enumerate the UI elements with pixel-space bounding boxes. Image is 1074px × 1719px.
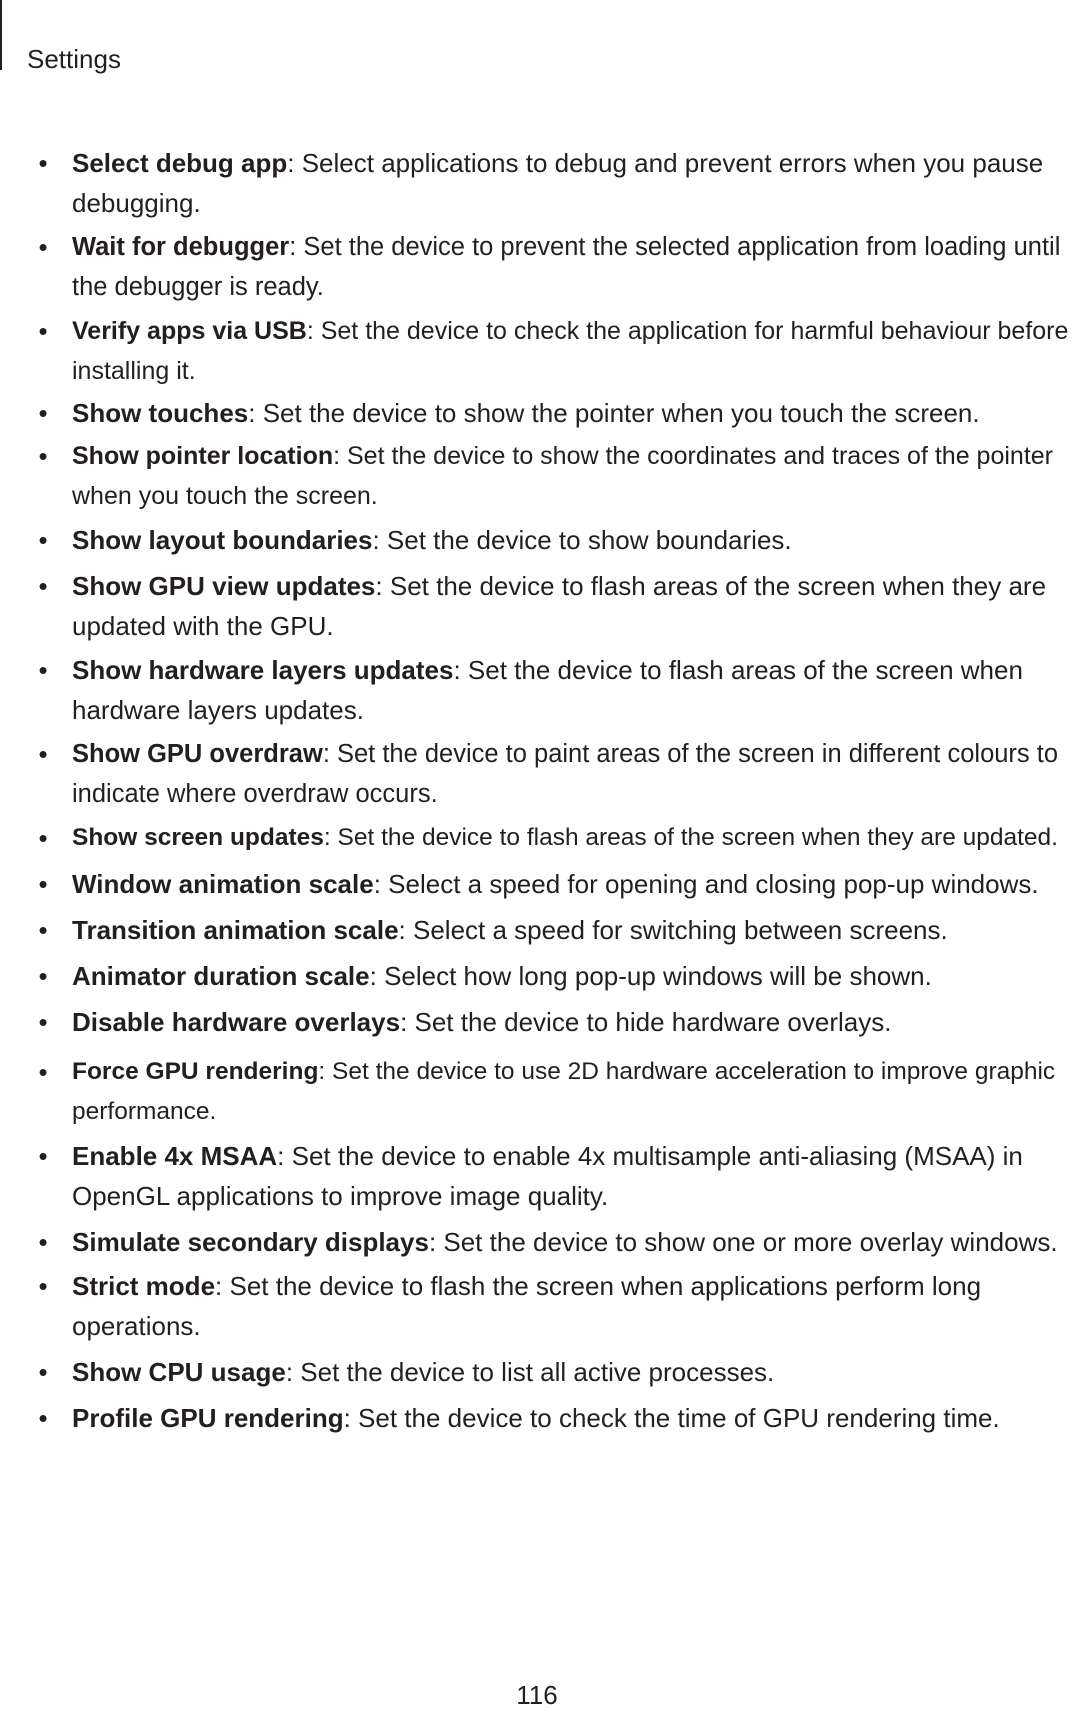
bullet-icon: •	[38, 1227, 48, 1257]
item-description: : Set the device to flash areas of the screen when they are updated.	[323, 824, 1058, 851]
item-description: : Set the device to show boundaries.	[372, 525, 792, 555]
corner-rule	[0, 0, 2, 70]
bullet-icon: •	[38, 1007, 48, 1037]
item-description-continued: performance.	[72, 1098, 217, 1125]
item-description-continued: the debugger is ready.	[72, 273, 324, 301]
item-text	[72, 1352, 1072, 1392]
item-term: Window animation scale	[72, 869, 374, 899]
item-term: Select debug app	[72, 148, 288, 178]
bullet-icon: •	[38, 1271, 48, 1301]
item-text	[72, 1052, 1072, 1132]
item-text	[72, 818, 1072, 858]
item-term: Wait for debugger	[72, 233, 290, 261]
bullet-icon: •	[38, 148, 48, 178]
item-description-continued: updated with the GPU.	[72, 611, 334, 641]
item-text	[72, 311, 1072, 391]
item-description-continued: installing it.	[72, 357, 196, 385]
bullet-icon: •	[38, 915, 48, 945]
item-term: Show pointer location	[72, 442, 334, 470]
item-description: : Set the device to show one or more overlay windows.	[428, 1227, 1058, 1257]
bullet-icon: •	[38, 869, 48, 899]
item-description-continued: when you touch the screen.	[72, 482, 378, 510]
item-description: : Set the device to flash the screen when applications perform long	[215, 1271, 982, 1301]
item-description-continued: indicate where overdraw occurs.	[72, 780, 438, 808]
item-text	[72, 393, 1072, 433]
item-text	[72, 1222, 1072, 1262]
item-description: : Set the device to hide hardware overlays.	[400, 1007, 892, 1037]
item-description: : Select a speed for opening and closing pop-up windows.	[373, 869, 1039, 899]
item-text	[72, 650, 1072, 730]
item-description-continued: hardware layers updates.	[72, 695, 364, 725]
item-description-continued: operations.	[72, 1311, 201, 1341]
bullet-icon: •	[38, 398, 48, 428]
item-description: : Set the device to show the coordinates and traces of the pointer	[333, 442, 1053, 470]
item-text	[72, 864, 1072, 904]
bullet-icon: •	[38, 1357, 48, 1387]
item-text	[72, 436, 1072, 516]
item-text	[72, 566, 1072, 646]
bullet-icon: •	[38, 316, 48, 346]
item-text	[72, 1266, 1072, 1346]
item-description: : Set the device to check the application for harmful behaviour before	[306, 317, 1069, 345]
item-term: Force GPU rendering	[72, 1058, 319, 1085]
bullet-icon: •	[38, 961, 48, 991]
item-text	[72, 1398, 1072, 1438]
item-text	[72, 1136, 1072, 1216]
bullet-icon: •	[38, 1141, 48, 1171]
item-text	[72, 227, 1072, 307]
item-description: : Set the device to prevent the selected application from loading until	[289, 233, 1061, 261]
item-description: : Set the device to show the pointer when you touch the screen.	[248, 398, 980, 428]
item-description: : Set the device to paint areas of the screen in different colours to	[322, 740, 1059, 768]
item-description-continued: debugging.	[72, 188, 201, 218]
bullet-icon: •	[38, 571, 48, 601]
item-term: Strict mode	[72, 1271, 216, 1301]
item-term: Show CPU usage	[72, 1357, 286, 1387]
item-description: : Set the device to enable 4x multisample anti-aliasing (MSAA) in	[277, 1141, 1023, 1171]
item-description: : Select applications to debug and prevent errors when you pause	[287, 148, 1044, 178]
item-term: Disable hardware overlays	[72, 1007, 401, 1037]
item-description: : Set the device to list all active processes.	[285, 1357, 775, 1387]
item-description-continued: OpenGL applications to improve image quality.	[72, 1181, 609, 1211]
item-term: Show GPU overdraw	[72, 740, 323, 768]
bullet-icon: •	[38, 1057, 48, 1087]
item-term: Enable 4x MSAA	[72, 1141, 278, 1171]
item-description: : Set the device to flash areas of the screen when they are	[375, 571, 1047, 601]
item-text	[72, 520, 1072, 560]
section-title: Settings	[27, 44, 121, 74]
item-text	[72, 734, 1072, 814]
item-term: Profile GPU rendering	[72, 1403, 344, 1433]
item-term: Show GPU view updates	[72, 571, 376, 601]
item-term: Animator duration scale	[72, 961, 370, 991]
item-text	[72, 143, 1072, 223]
bullet-icon: •	[38, 441, 48, 471]
item-description: : Select a speed for switching between screens.	[398, 915, 948, 945]
item-term: Verify apps via USB	[72, 317, 307, 345]
bullet-icon: •	[38, 232, 48, 262]
page-number: 116	[516, 1680, 558, 1710]
item-term: Show screen updates	[72, 824, 324, 851]
item-term: Show layout boundaries	[72, 525, 373, 555]
item-term: Transition animation scale	[72, 915, 399, 945]
item-term: Simulate secondary displays	[72, 1227, 429, 1257]
item-text	[72, 910, 1072, 950]
item-description: : Set the device to flash areas of the screen when	[453, 655, 1023, 685]
bullet-icon: •	[38, 1403, 48, 1433]
item-text	[72, 1002, 1072, 1042]
item-term: Show hardware layers updates	[72, 655, 454, 685]
bullet-icon: •	[38, 525, 48, 555]
item-description: : Select how long pop-up windows will be shown.	[369, 961, 932, 991]
bullet-icon: •	[38, 655, 48, 685]
bullet-icon: •	[38, 823, 48, 853]
item-description: : Set the device to check the time of GPU rendering time.	[343, 1403, 1000, 1433]
item-text	[72, 956, 1072, 996]
item-term: Show touches	[72, 398, 249, 428]
bullet-icon: •	[38, 739, 48, 769]
item-description: : Set the device to use 2D hardware acceleration to improve graphic	[318, 1058, 1056, 1085]
